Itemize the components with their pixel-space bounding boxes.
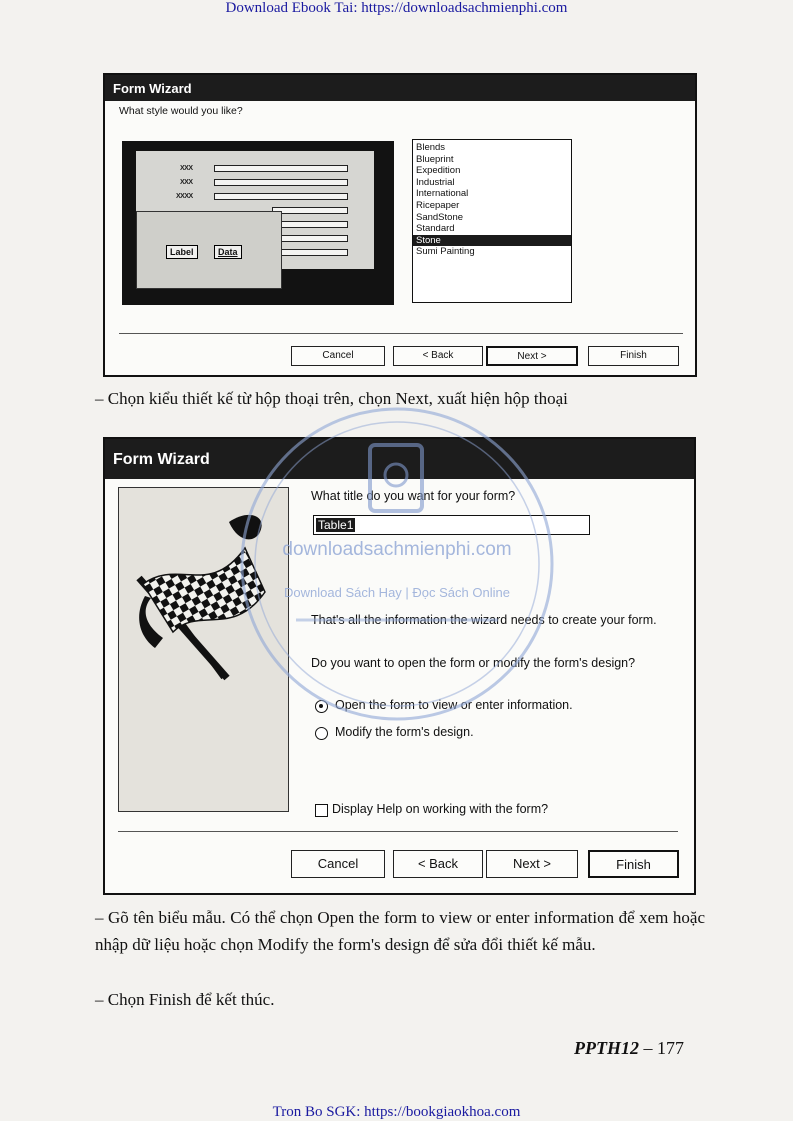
preview-data: Data [214,245,242,259]
watermark-logo-icon [238,405,556,723]
back-button[interactable]: < Back [393,346,483,366]
display-help-checkbox[interactable] [315,804,328,817]
book-code: PPTH12 [574,1038,639,1058]
style-option[interactable]: Standard [416,223,455,235]
preview-field-mark: XXX [180,165,193,172]
preview-field-bar [272,207,348,214]
style-option[interactable]: Sumi Painting [416,246,475,258]
display-help-label[interactable]: Display Help on working with the form? [332,802,549,816]
style-option[interactable]: Industrial [416,176,455,188]
footer-bookgiaokhoa-link[interactable]: Tron Bo SGK: https://bookgiaokhoa.com [272,1104,521,1120]
style-option[interactable]: International [416,188,469,200]
paragraph-finish: – Chọn Finish để kết thúc. [95,990,275,1009]
preview-front-card [136,211,282,289]
style-option[interactable]: Blueprint [416,153,454,165]
style-option[interactable]: Blends [416,142,446,153]
open-form-label[interactable]: Open the form to view or enter information. [335,698,573,712]
caption-after-dialog1: – Chọn kiểu thiết kế từ hộp thoại trên, chọn Next, xuất hiện hộp thoại [95,389,568,408]
dialog2-title: Form Wizard [105,439,694,479]
next-button[interactable]: Next > [486,346,578,366]
preview-field-bar [272,221,348,228]
wizard-info-text: That's all the information the wizard needs to create your form. [311,613,657,627]
page-number [574,1038,684,1059]
modify-design-label[interactable]: Modify the form's design. [335,725,474,739]
cancel-button[interactable]: Cancel [291,346,385,366]
form-title-value[interactable]: Table1 [318,518,354,532]
page-number-value: 177 [657,1038,684,1058]
style-preview [122,141,394,305]
preview-field-mark: XXXX [176,193,193,200]
style-question: What style would you like? [119,105,243,117]
finish-button[interactable]: Finish [588,346,679,366]
page-separator: – [643,1038,653,1058]
cancel-button[interactable]: Cancel [291,850,385,878]
next-button[interactable]: Next > [486,850,578,878]
watermark-slogan: Download Sách Hay | Đọc Sách Online [284,585,510,600]
dialog1-title: Form Wizard [105,75,695,101]
preview-field-bar [272,235,348,242]
style-option-selected[interactable]: Stone [413,235,571,247]
preview-field-bar [214,193,348,200]
watermark [238,405,556,723]
form-wizard-style-dialog [103,73,697,377]
style-option[interactable]: Expedition [416,165,461,177]
preview-label: Label [166,245,198,259]
finish-button[interactable]: Finish [588,850,679,878]
preview-field-mark: XXX [180,179,193,186]
form-title-question: What title do you want for your form? [311,489,516,503]
divider [118,831,678,832]
paragraph-instructions: – Gõ tên biểu mẫu. Có thể chọn Open the form to view or enter information để xem hoặc nhập dữ liệu hoặc chọn Modify the form's design để sửa đổi thiết kế mẫu. [95,908,705,954]
divider [119,333,683,334]
style-option[interactable]: SandStone [416,211,464,223]
preview-field-bar [214,179,348,186]
watermark-site: downloadsachmienphi.com [282,539,512,560]
modify-design-radio[interactable] [315,727,328,740]
preview-field-bar [272,249,348,256]
back-button[interactable]: < Back [393,850,483,878]
header-download-link[interactable]: Download Ebook Tai: https://downloadsachmienphi.com [225,0,568,16]
preview-field-bar [214,165,348,172]
style-option[interactable]: Ricepaper [416,199,460,211]
style-listbox[interactable] [412,139,572,303]
open-or-modify-question: Do you want to open the form or modify the form's design? [311,656,636,670]
